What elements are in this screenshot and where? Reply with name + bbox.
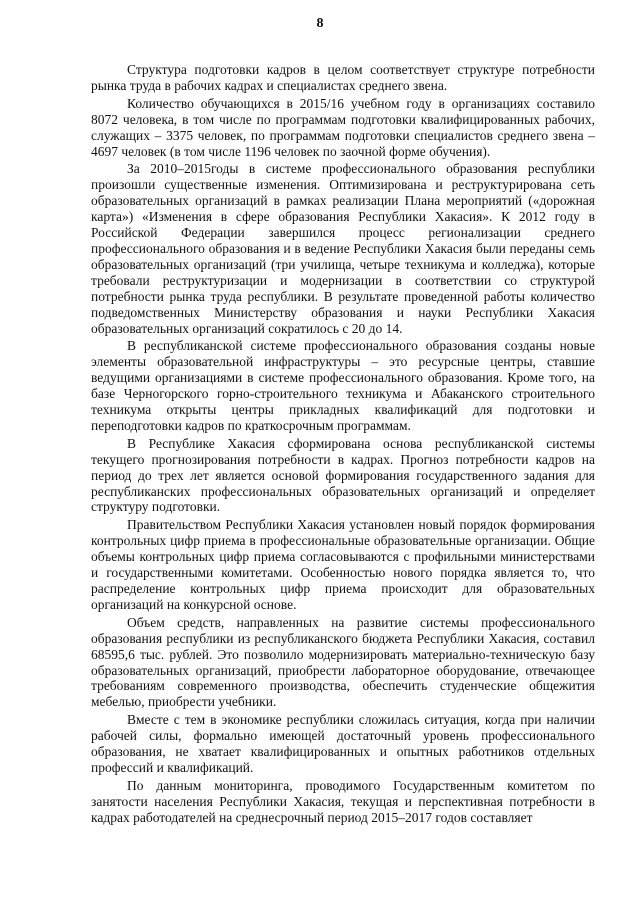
paragraph-3: За 2010–2015годы в системе профессионального образования республики произошли существенные изменения. Оптимизирована и реструктурирована сеть образовательных организаций в рамках реализации Плана мероприятий («дорожная карта») «Изменения в сфере образования Республики Хакасия». К 2012 году в Российской Федерации завершился процесс регионализации среднего профессионального образования и в ведение Республики Хакасия были переданы семь образовательных организаций (три училища, четыре техникума и колледжа), которые требовали реструктуризации и модернизации в соответствии со структурой потребности рынка труда республики. В результате проведенной работы количество подведомственных Министерству образования и науки Республики Хакасия образовательных организаций сократилось с 20 до 14. [91, 161, 595, 336]
paragraph-8: Вместе с тем в экономике республики сложилась ситуация, когда при наличии рабочей силы, формально имеющей достаточный уровень профессионального образования, не хватает квалифицированных и опытных работников отдельных профессий и квалификаций. [91, 712, 595, 775]
paragraph-6: Правительством Республики Хакасия установлен новый порядок формирования контрольных цифр приема в профессиональные образовательные организации. Общие объемы контрольных цифр приема согласовываются с профильными министерствами и государственными комитетами. Особенностью нового порядка является то, что распределение контрольных цифр приема происходит для образовательных организаций на конкурсной основе. [91, 517, 595, 612]
page-number: 8 [316, 16, 324, 31]
paragraph-2: Количество обучающихся в 2015/16 учебном году в организациях составило 8072 человека, в том числе по программам подготовки квалифицированных рабочих, служащих – 3375 человек, по программам подготовки специалистов среднего звена – 4697 человек (в том числе 1196 человек по заочной форме обучения). [91, 95, 595, 159]
paragraph-7: Объем средств, направленных на развитие системы профессионального образования республики из республиканского бюджета Республики Хакасия, составил 68595,6 тыс. рублей. Это позволило модернизировать материально-техническую базу образовательных организаций, приобрести лабораторное оборудование, отвечающее требованиям современного производства, обеспечить студенческие общежития мебелью, приобрести учебники. [91, 614, 595, 710]
paragraph-4: В республиканской системе профессионального образования созданы новые элементы образовательной инфраструктуры – это ресурсные центры, ставшие ведущими организациями в системе профессионального образования. Кроме того, на базе Черногорского горно-строительного техникума и Абаканского строительного техникума открыты центры прикладных квалификаций для подготовки и переподготовки кадров по краткосрочным программам. [91, 338, 595, 433]
paragraph-5: В Республике Хакасия сформирована основа республиканской системы текущего прогнозирования потребности в кадрах. Прогноз потребности кадров на период до трех лет является основой формирования государственного задания для республиканских профессиональных образовательных организаций и определяет структуру подготовки. [91, 435, 595, 515]
paragraph-1: Структура подготовки кадров в целом соответствует структуре потребности рынка труда в рабочих кадрах и специалистах среднего звена. [91, 62, 595, 93]
paragraph-9: По данным мониторинга, проводимого Государственным комитетом по занятости населения Республики Хакасия, текущая и перспективная потребности в кадрах работодателей на среднесрочный период 2015–2017 годов составляет [91, 777, 595, 825]
document-body [91, 62, 595, 828]
